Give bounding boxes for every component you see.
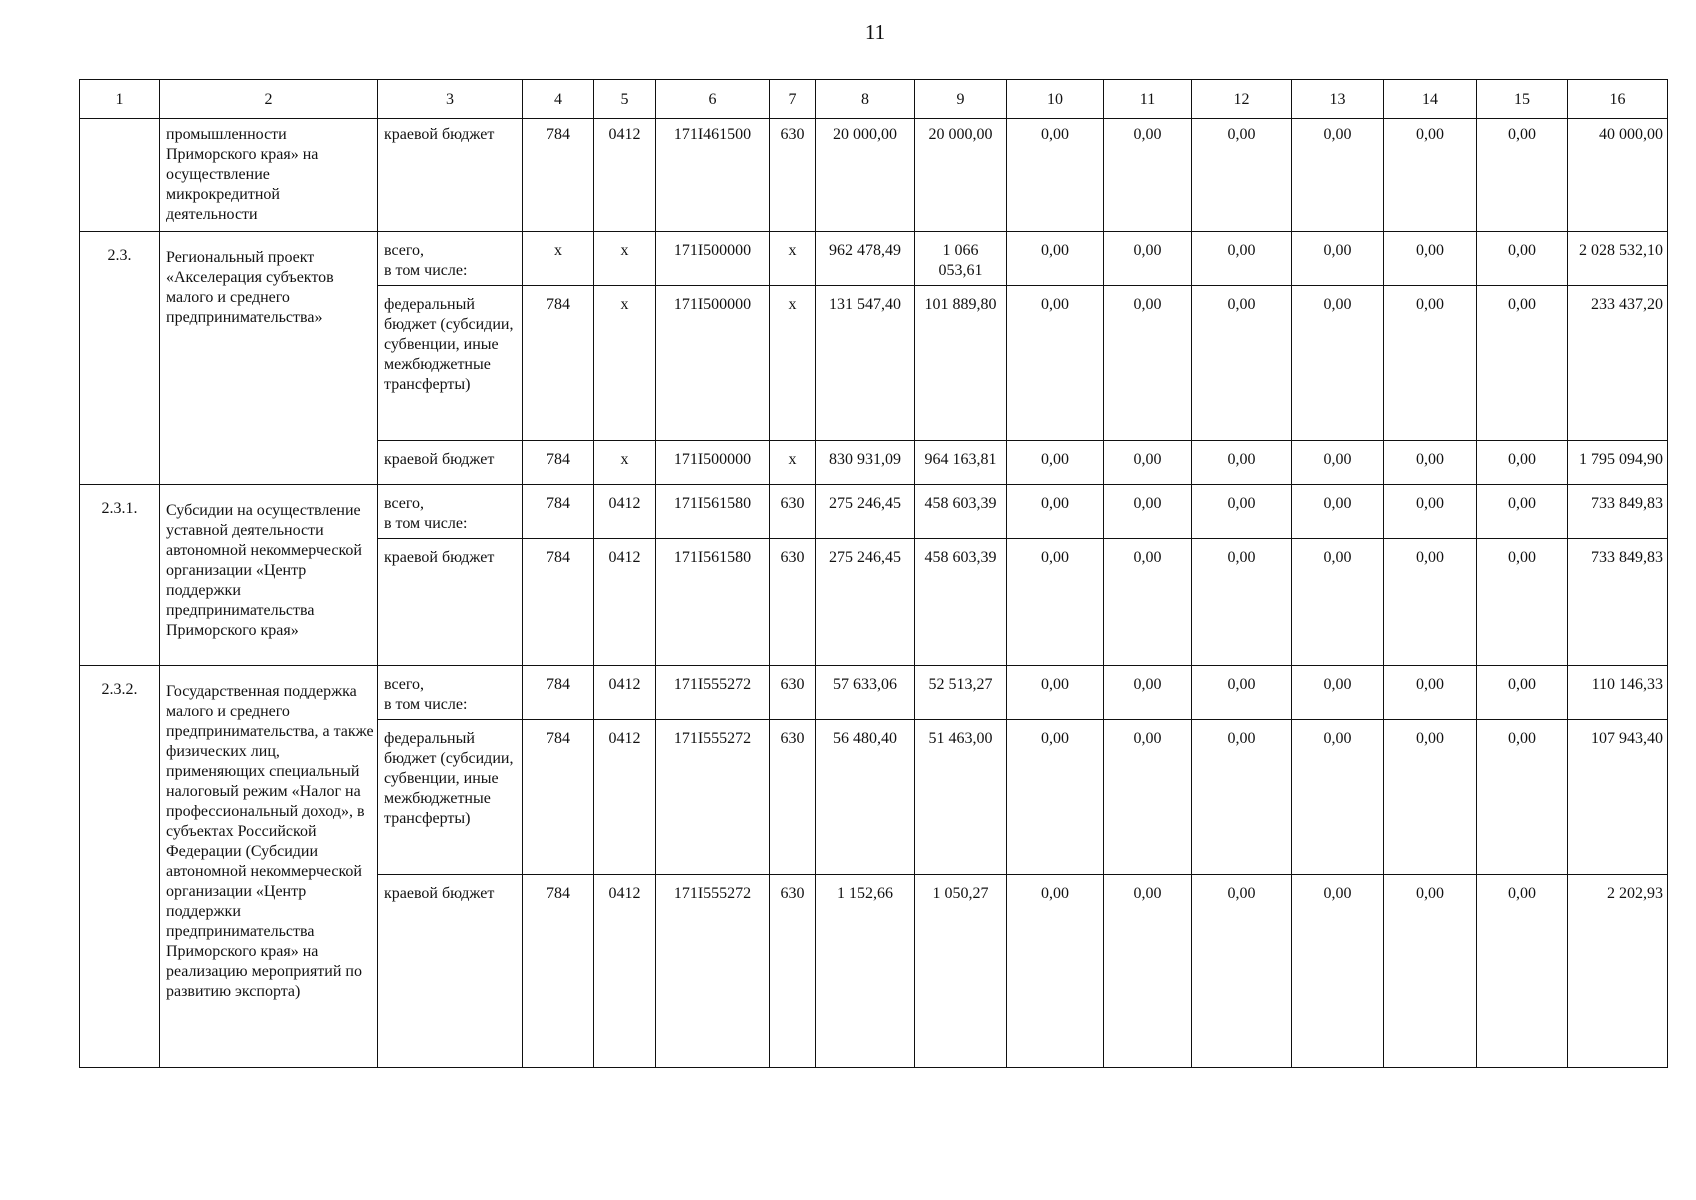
cell-grbs: x [523,232,594,286]
cell-value: 0,00 [1104,441,1192,485]
cell-value: 1 066 053,61 [915,232,1007,286]
cell-value: 0,00 [1477,119,1568,232]
header-cell: 1 [80,80,160,119]
cell-value: 0,00 [1104,720,1192,875]
cell-value: 0,00 [1477,441,1568,485]
cell-grbs: 784 [523,485,594,539]
cell-total: 40 000,00 [1568,119,1668,232]
cell-value: 1 152,66 [816,875,915,1068]
cell-value: 275 246,45 [816,539,915,666]
header-cell: 3 [378,80,523,119]
cell-total: 2 202,93 [1568,875,1668,1068]
header-cell: 10 [1007,80,1104,119]
cell-vr: 630 [770,720,816,875]
header-cell: 12 [1192,80,1292,119]
page-number: 11 [864,20,886,44]
cell-grbs: 784 [523,286,594,441]
cell-vr: 630 [770,666,816,720]
cell-value: 0,00 [1477,232,1568,286]
cell-value: 0,00 [1477,666,1568,720]
funding-source: всего, в том числе: [378,666,523,720]
cell-total: 2 028 532,10 [1568,232,1668,286]
cell-total: 733 849,83 [1568,485,1668,539]
cell-vr: 630 [770,119,816,232]
cell-value: 0,00 [1384,441,1477,485]
cell-value: 458 603,39 [915,485,1007,539]
cell-value: 275 246,45 [816,485,915,539]
cell-value: 0,00 [1292,720,1384,875]
cell-value: 52 513,27 [915,666,1007,720]
cell-csr: 171I461500 [656,119,770,232]
funding-source: краевой бюджет [378,875,523,1068]
cell-value: 20 000,00 [915,119,1007,232]
cell-value: 0,00 [1292,666,1384,720]
cell-rzpr: 0412 [594,666,656,720]
cell-value: 0,00 [1104,666,1192,720]
cell-value: 0,00 [1007,539,1104,666]
cell-vr: 630 [770,875,816,1068]
cell-rzpr: 0412 [594,539,656,666]
funding-source: всего, в том числе: [378,485,523,539]
cell-value: 0,00 [1007,286,1104,441]
header-cell: 11 [1104,80,1192,119]
cell-value: 0,00 [1007,875,1104,1068]
cell-value: 0,00 [1104,539,1192,666]
cell-value: 0,00 [1104,232,1192,286]
header-cell: 16 [1568,80,1668,119]
cell-value: 0,00 [1192,441,1292,485]
cell-csr: 171I555272 [656,720,770,875]
cell-value: 0,00 [1384,720,1477,875]
cell-rzpr: 0412 [594,875,656,1068]
cell-value: 0,00 [1384,286,1477,441]
measure-name: промышленности Приморского края» на осуществление микрокредитной деятельности [160,119,378,232]
cell-value: 0,00 [1292,875,1384,1068]
cell-rzpr: 0412 [594,485,656,539]
cell-csr: 171I555272 [656,666,770,720]
cell-value: 51 463,00 [915,720,1007,875]
cell-vr: x [770,232,816,286]
cell-csr: 171I555272 [656,875,770,1068]
cell-value: 458 603,39 [915,539,1007,666]
header-cell: 13 [1292,80,1384,119]
cell-csr: 171I561580 [656,539,770,666]
cell-total: 107 943,40 [1568,720,1668,875]
cell-total: 733 849,83 [1568,539,1668,666]
table-row [80,119,1668,232]
cell-value: 0,00 [1477,286,1568,441]
cell-value: 101 889,80 [915,286,1007,441]
cell-value: 0,00 [1384,539,1477,666]
cell-value: 56 480,40 [816,720,915,875]
header-cell: 7 [770,80,816,119]
funding-source: всего, в том числе: [378,232,523,286]
cell-value: 964 163,81 [915,441,1007,485]
cell-csr: 171I500000 [656,232,770,286]
header-cell: 9 [915,80,1007,119]
cell-value: 0,00 [1477,485,1568,539]
header-row [80,80,1668,119]
cell-value: 0,00 [1192,232,1292,286]
header-cell: 4 [523,80,594,119]
row-number: 2.3.2. [80,666,160,1068]
table-row [80,485,1668,539]
cell-total: 1 795 094,90 [1568,441,1668,485]
cell-value: 0,00 [1192,286,1292,441]
cell-value: 0,00 [1292,119,1384,232]
cell-rzpr: x [594,232,656,286]
cell-value: 0,00 [1007,720,1104,875]
cell-value: 0,00 [1292,232,1384,286]
cell-value: 0,00 [1384,666,1477,720]
cell-rzpr: 0412 [594,720,656,875]
cell-value: 0,00 [1292,539,1384,666]
cell-value: 0,00 [1192,539,1292,666]
cell-value: 0,00 [1007,485,1104,539]
funding-source: федеральный бюджет (субсидии, субвенции, иные межбюджетные трансферты) [378,720,523,875]
cell-value: 0,00 [1292,286,1384,441]
cell-value: 962 478,49 [816,232,915,286]
measure-name: Субсидии на осуществление уставной деятельности автономной некоммерческой организации «Центр поддержки предпринимательства Приморского края» [160,485,378,666]
cell-value: 0,00 [1104,485,1192,539]
cell-value: 0,00 [1007,441,1104,485]
cell-value: 0,00 [1384,232,1477,286]
header-cell: 6 [656,80,770,119]
cell-grbs: 784 [523,119,594,232]
cell-value: 0,00 [1384,119,1477,232]
measure-name: Государственная поддержка малого и среднего предпринимательства, а также физических лиц, применяющих специальный налоговый режим «Налог на профессиональный доход», в субъектах Российской Федерации (Субсидии автономной некоммерческой организации «Центр поддержки предпринимательства Приморского края» на реализацию мероприятий по развитию экспорта) [160,666,378,1068]
row-number: 2.3.1. [80,485,160,666]
cell-value: 0,00 [1477,720,1568,875]
cell-value: 0,00 [1292,485,1384,539]
cell-value: 0,00 [1104,286,1192,441]
cell-csr: 171I500000 [656,441,770,485]
cell-value: 1 050,27 [915,875,1007,1068]
cell-value: 131 547,40 [816,286,915,441]
cell-total: 233 437,20 [1568,286,1668,441]
row-number [80,119,160,232]
measure-name: Региональный проект «Акселерация субъектов малого и среднего предпринимательства» [160,232,378,485]
cell-value: 0,00 [1192,119,1292,232]
cell-grbs: 784 [523,539,594,666]
table-row [80,232,1668,286]
header-cell: 5 [594,80,656,119]
funding-source: краевой бюджет [378,441,523,485]
cell-value: 57 633,06 [816,666,915,720]
funding-source: федеральный бюджет (субсидии, субвенции, иные межбюджетные трансферты) [378,286,523,441]
cell-value: 0,00 [1192,875,1292,1068]
cell-value: 0,00 [1192,485,1292,539]
cell-value: 830 931,09 [816,441,915,485]
cell-total: 110 146,33 [1568,666,1668,720]
cell-grbs: 784 [523,875,594,1068]
cell-value: 0,00 [1292,441,1384,485]
header-cell: 14 [1384,80,1477,119]
cell-value: 0,00 [1384,485,1477,539]
cell-grbs: 784 [523,441,594,485]
cell-value: 0,00 [1104,875,1192,1068]
header-cell: 8 [816,80,915,119]
cell-vr: 630 [770,539,816,666]
cell-vr: 630 [770,485,816,539]
cell-value: 0,00 [1192,666,1292,720]
cell-value: 0,00 [1477,539,1568,666]
row-number: 2.3. [80,232,160,485]
cell-csr: 171I561580 [656,485,770,539]
cell-grbs: 784 [523,720,594,875]
header-cell: 2 [160,80,378,119]
header-cell: 15 [1477,80,1568,119]
table-row [80,666,1668,720]
cell-rzpr: x [594,286,656,441]
cell-vr: x [770,286,816,441]
cell-vr: x [770,441,816,485]
cell-grbs: 784 [523,666,594,720]
cell-value: 0,00 [1007,119,1104,232]
cell-value: 0,00 [1384,875,1477,1068]
cell-value: 0,00 [1007,232,1104,286]
budget-table [79,79,1668,1068]
cell-value: 0,00 [1477,875,1568,1068]
funding-source: краевой бюджет [378,119,523,232]
cell-value: 0,00 [1007,666,1104,720]
cell-value: 0,00 [1192,720,1292,875]
cell-value: 0,00 [1104,119,1192,232]
cell-csr: 171I500000 [656,286,770,441]
cell-rzpr: 0412 [594,119,656,232]
cell-value: 20 000,00 [816,119,915,232]
cell-rzpr: x [594,441,656,485]
funding-source: краевой бюджет [378,539,523,666]
